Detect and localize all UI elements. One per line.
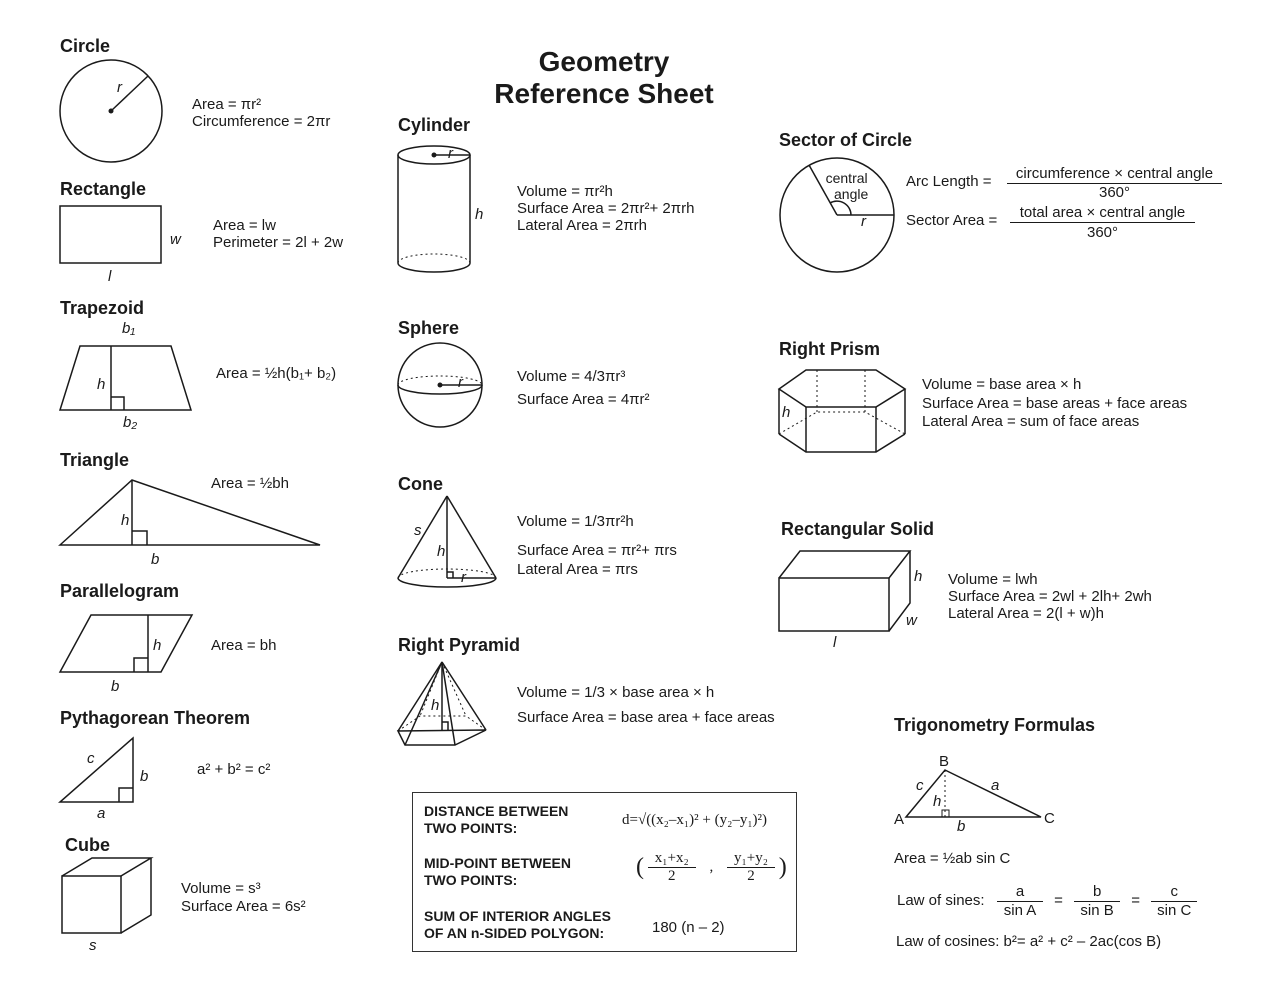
pythagorean-formula: a² + b² = c² [197, 761, 271, 778]
rectangle-perimeter: Perimeter = 2l + 2w [213, 234, 344, 251]
cone-heading: Cone [398, 474, 443, 494]
arc-length-denominator: 360° [1098, 184, 1131, 201]
circle-area: Area = πr² [192, 96, 262, 113]
sphere-volume: Volume = 4/3πr³ [517, 368, 626, 385]
rect-solid-h-label: h [914, 568, 923, 585]
trig-heading: Trigonometry Formulas [894, 715, 1096, 735]
trig-C-label: C [1044, 810, 1055, 827]
pyramid-surface: Surface Area = base area + face areas [517, 709, 775, 726]
cylinder-volume: Volume = πr²h [517, 183, 613, 200]
pyramid-heading: Right Pyramid [398, 635, 521, 655]
parallelogram-heading: Parallelogram [60, 581, 180, 601]
cone-s-label: s [414, 522, 422, 539]
interior-angles-formula: 180 (n – 2) [652, 919, 725, 936]
trig-A-label: A [894, 811, 905, 828]
rect-solid-l-label: l [833, 634, 837, 651]
midpoint-formula: ( $\frac{\text{x₁+x₂}}{2}$ , $\frac{\text{y₁+y₂}}{2}$ ) [636, 850, 787, 884]
trapezoid-b1-label: b₁ [122, 320, 136, 337]
sector-central-angle-label: central angle [825, 170, 869, 202]
trapezoid-heading: Trapezoid [60, 298, 145, 318]
trig-c-label: c [916, 777, 924, 794]
rect-solid-w-label: w [906, 612, 917, 629]
law-of-sines-fractions: $\frac{a}{\text{sin A}}$ = $\frac{b}{\text{sin B}}$ = $\frac{c}{\text{sin C}}$ [997, 883, 1197, 920]
cone-h-label: h [437, 543, 446, 560]
pyramid-h-label: h [431, 697, 440, 714]
cylinder-heading: Cylinder [398, 115, 471, 135]
trig-area: Area = ½ab sin C [894, 850, 1011, 867]
triangle-area: Area = ½bh [211, 475, 289, 492]
parallelogram-h-label: h [153, 637, 162, 654]
cone-r-label: r [461, 569, 466, 586]
triangle-heading: Triangle [60, 450, 130, 470]
cube-heading: Cube [65, 835, 110, 855]
prism-heading: Right Prism [779, 339, 881, 359]
rectangle-area: Area = lw [213, 217, 276, 234]
rectangle-w-label: w [170, 231, 181, 248]
rectangle-l-label: l [108, 268, 112, 285]
distance-label: DISTANCE BETWEEN TWO POINTS: [424, 803, 569, 836]
sector-heading: Sector of Circle [779, 130, 913, 150]
rect-solid-lateral: Lateral Area = 2(l + w)h [948, 605, 1104, 622]
sector-area-numerator: total area × central angle [1010, 204, 1195, 223]
triangle-b-label: b [151, 551, 160, 568]
pythagorean-a-label: a [97, 805, 106, 822]
triangle-h-label: h [121, 512, 130, 529]
trapezoid-area: Area = ½h(b₁+ b₂) [216, 365, 337, 382]
law-of-cosines: Law of cosines: b²= a² + c² – 2ac(cos B) [896, 933, 1162, 950]
cone-volume: Volume = 1/3πr²h [517, 513, 634, 530]
trapezoid-b2-label: b₂ [123, 414, 138, 431]
prism-h-label: h [782, 404, 791, 421]
cylinder-surface: Surface Area = 2πr²+ 2πrh [517, 200, 695, 217]
prism-surface: Surface Area = base areas + face areas [922, 395, 1188, 412]
parallelogram-area: Area = bh [211, 637, 277, 654]
distance-formula: d=√((x₂–x₁)² + (y₂–y₁)²) [622, 812, 768, 828]
rect-solid-surface: Surface Area = 2wl + 2lh+ 2wh [948, 588, 1152, 605]
circle-circumference: Circumference = 2πr [192, 113, 331, 130]
trapezoid-h-label: h [97, 376, 106, 393]
cone-lateral: Lateral Area = πrs [517, 561, 638, 578]
rect-solid-volume: Volume = lwh [948, 571, 1038, 588]
trig-B-label: B [939, 753, 950, 770]
pythagorean-b-label: b [140, 768, 149, 785]
circle-radius-label: r [117, 79, 122, 96]
pythagorean-c-label: c [87, 750, 95, 767]
prism-lateral: Lateral Area = sum of face areas [922, 413, 1140, 430]
midpoint-label: MID-POINT BETWEEN TWO POINTS: [424, 855, 571, 888]
cube-surface: Surface Area = 6s² [181, 898, 306, 915]
cube-volume: Volume = s³ [181, 880, 261, 897]
cylinder-r-label: r [448, 145, 453, 162]
page-title: Geometry Reference Sheet [494, 46, 714, 109]
trig-b-label: b [957, 818, 966, 835]
rectangle-heading: Rectangle [60, 179, 147, 199]
cylinder-lateral: Lateral Area = 2πrh [517, 217, 648, 234]
cube-s-label: s [89, 937, 97, 954]
trig-figure [0, 0, 1, 1]
interior-angles-label: SUM OF INTERIOR ANGLES OF AN n-SIDED POLYGON: [424, 908, 611, 941]
arc-length-numerator: circumference × central angle [1007, 165, 1222, 184]
sector-area-label: Sector Area = [906, 212, 998, 229]
trig-a-label: a [991, 777, 1000, 794]
cylinder-h-label: h [475, 206, 484, 223]
rect-solid-heading: Rectangular Solid [781, 519, 935, 539]
prism-volume: Volume = base area × h [922, 376, 1082, 393]
cone-surface: Surface Area = πr²+ πrs [517, 542, 677, 559]
trig-h-label: h [933, 793, 942, 810]
pythagorean-heading: Pythagorean Theorem [60, 708, 251, 728]
circle-heading: Circle [60, 36, 111, 56]
arc-length-label: Arc Length = [906, 173, 992, 190]
parallelogram-b-label: b [111, 678, 120, 695]
sphere-surface: Surface Area = 4πr² [517, 391, 650, 408]
sphere-heading: Sphere [398, 318, 460, 338]
sphere-r-label: r [458, 374, 463, 391]
law-of-sines-label: Law of sines: [897, 892, 985, 909]
pyramid-volume: Volume = 1/3 × base area × h [517, 684, 715, 701]
sector-r-label: r [861, 213, 866, 230]
sector-area-denominator: 360° [1086, 224, 1119, 241]
